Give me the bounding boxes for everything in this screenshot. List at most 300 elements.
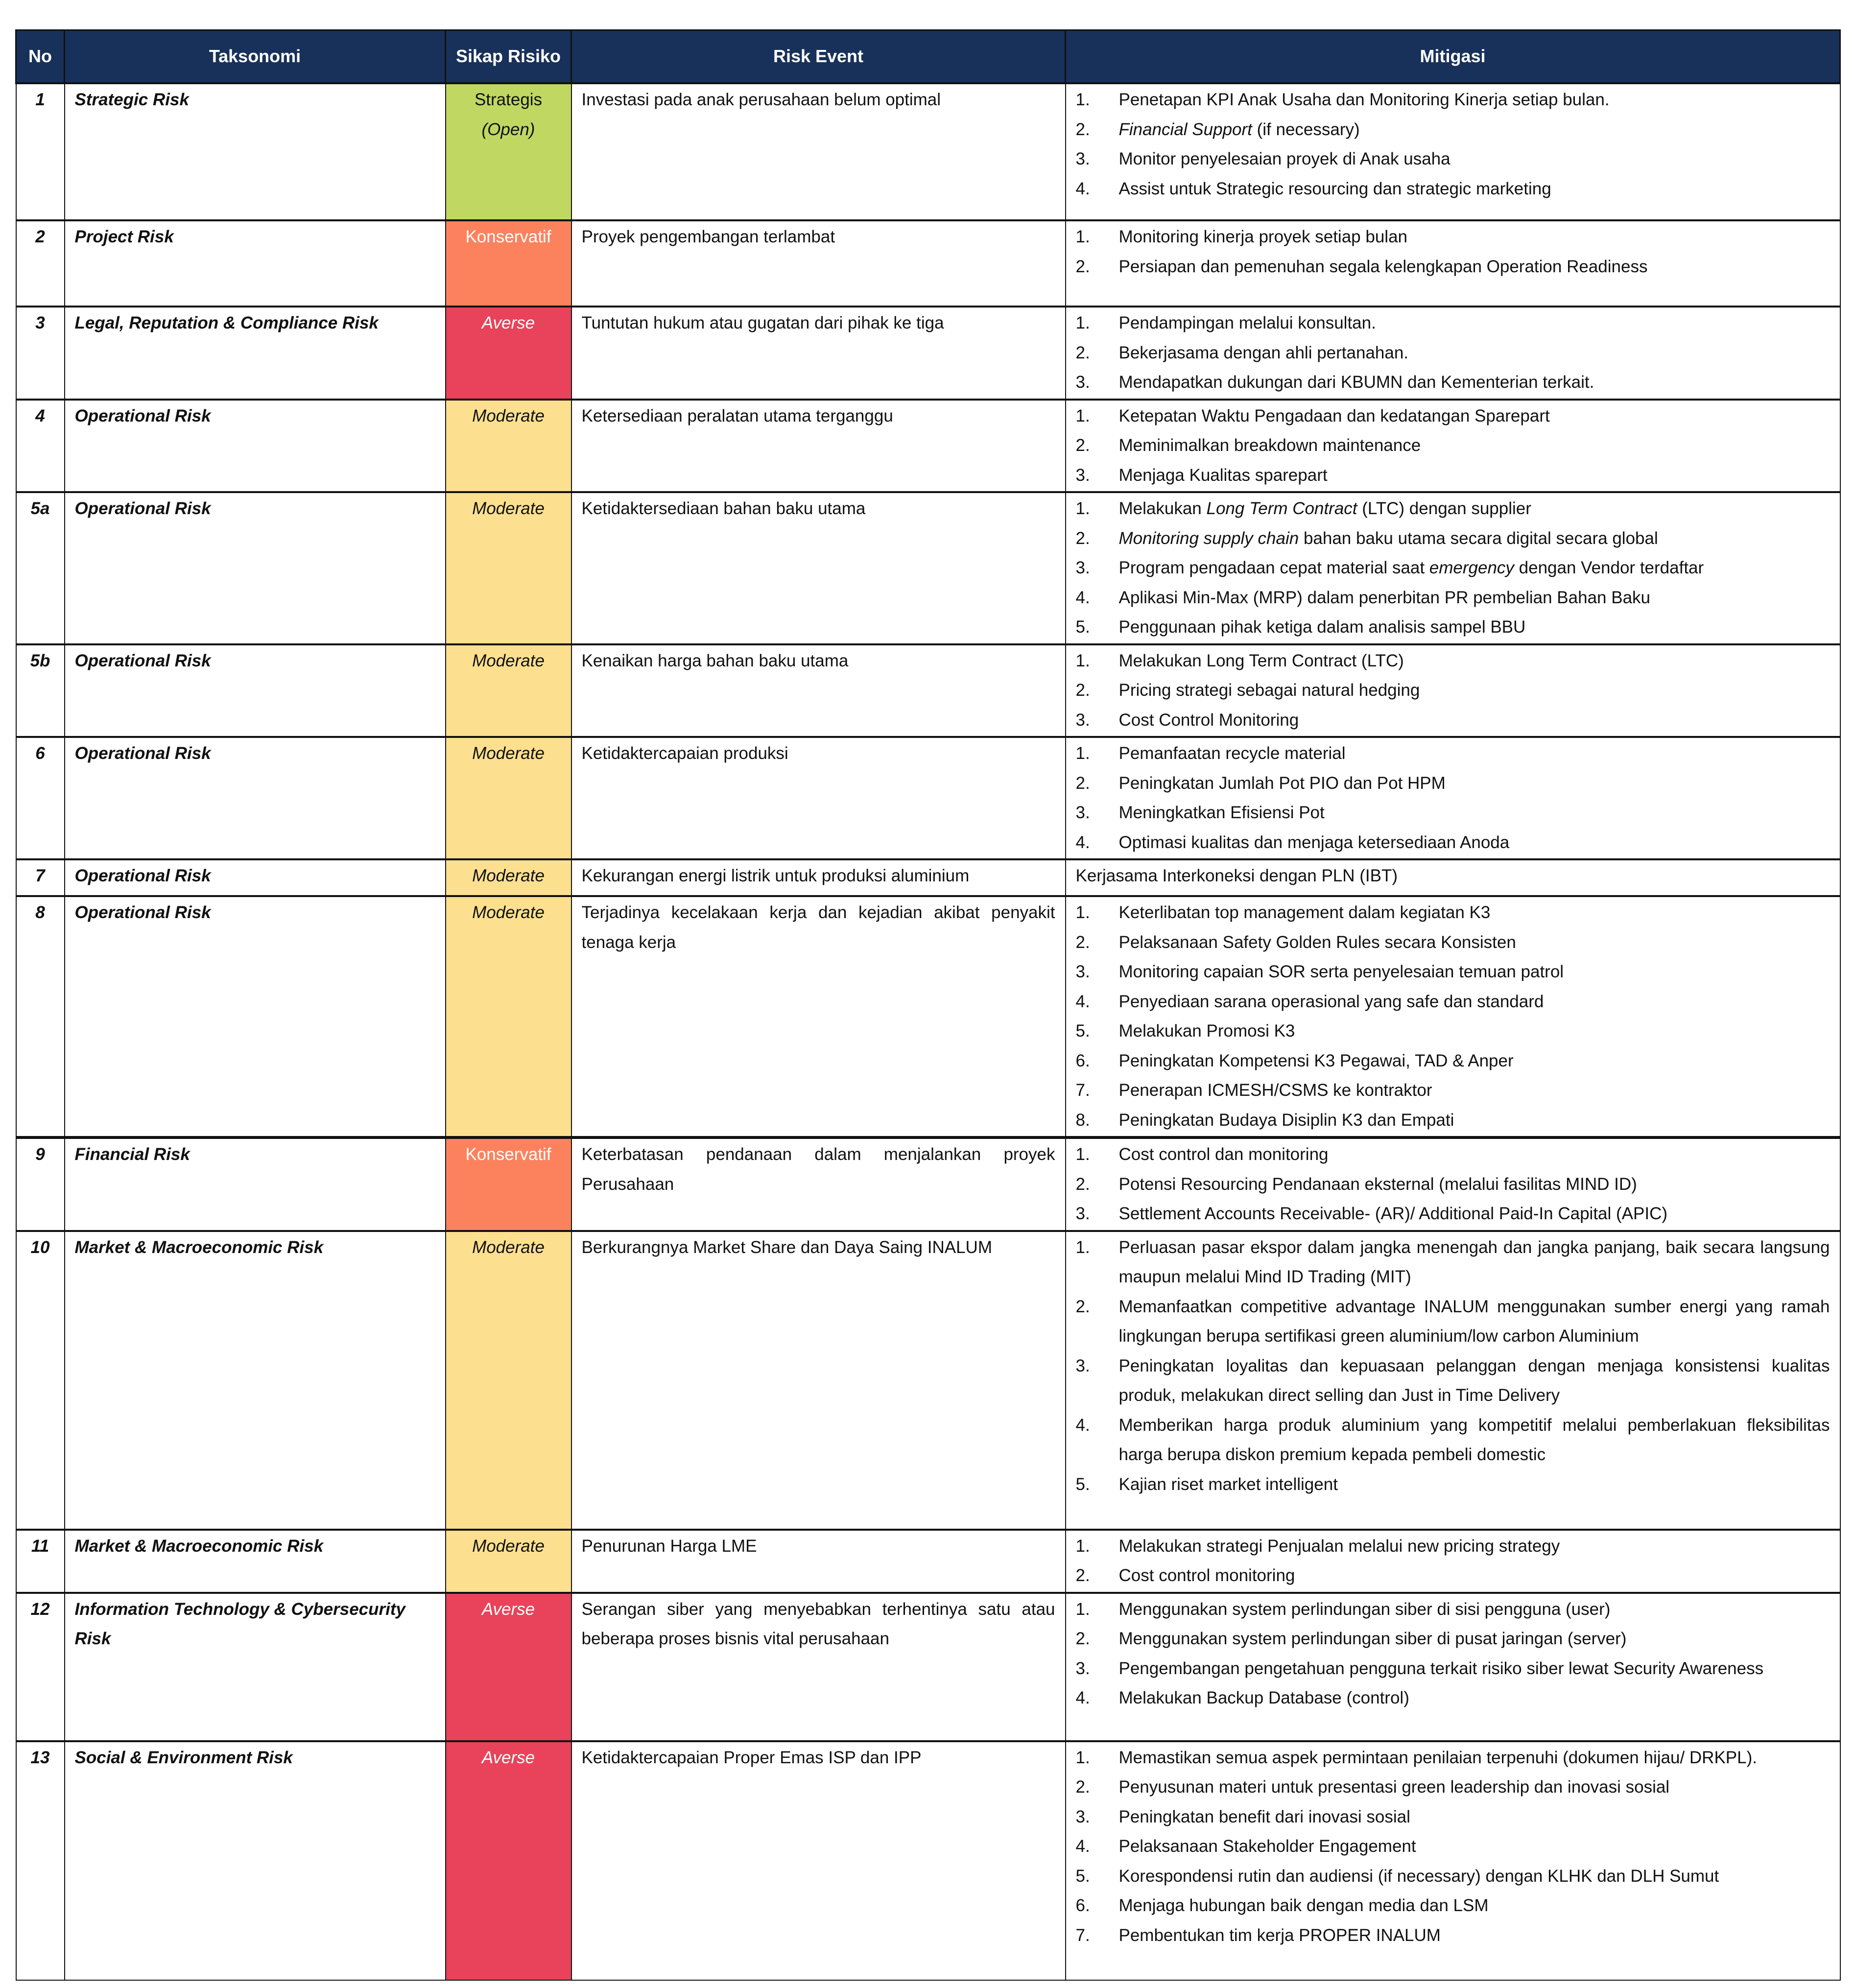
mitigation-number: 2. (1075, 436, 1090, 455)
mitigation-number: 6. (1075, 1896, 1090, 1915)
mitigation-text: Melakukan strategi Penjualan melalui new pricing strategy (1118, 1536, 1560, 1556)
mitigation-item-text (1119, 308, 1830, 338)
sikap-label: Moderate (472, 1536, 545, 1556)
mitigation-item-text (1119, 494, 1830, 524)
mitigation-number: 2. (1075, 1777, 1090, 1797)
mitigation-number: 3. (1075, 373, 1090, 392)
mitigation-number: 1. (1075, 1237, 1090, 1257)
mitigation-list (1076, 308, 1830, 398)
risk-event-cell: Ketidaktercapaian produksi (571, 737, 1066, 859)
mitigation-number: 5. (1075, 1021, 1090, 1041)
sikap-label: Moderate (472, 866, 545, 885)
mitigation-item (1076, 1351, 1830, 1411)
mitigation-item (1076, 402, 1830, 431)
mitigation-number: 3. (1075, 1658, 1090, 1678)
row-number: 6 (16, 737, 65, 859)
mitigation-item-text (1119, 431, 1830, 461)
mitigation-item-text (1119, 613, 1830, 642)
mitigation-text: Menjaga hubungan baik dengan media dan LSM (1118, 1896, 1489, 1915)
mitigation-number: 4. (1075, 832, 1090, 852)
mitigation-item (1076, 613, 1830, 642)
mitigation-item-text (1119, 1743, 1830, 1773)
sikap-risiko-cell (446, 644, 571, 737)
mitigation-item (1076, 461, 1830, 491)
mitigation-text-segment: bahan baku utama secara digital secara global (1299, 528, 1658, 548)
mitigation-item (1076, 676, 1830, 706)
taksonomi-cell: Operational Risk (65, 896, 446, 1137)
taksonomi-cell: Market & Macroeconomic Risk (65, 1530, 446, 1593)
sikap-risiko-cell (446, 1530, 571, 1593)
mitigation-text: Perluasan pasar ekspor dalam jangka menengah dan jangka panjang, baik secara langsung maupun melalui Mind ID Trading (MIT) (1118, 1237, 1830, 1286)
mitigation-item (1076, 115, 1830, 145)
sikap-risiko-cell (446, 400, 571, 493)
mitigation-text: Pendampingan melalui konsultan. (1118, 313, 1376, 332)
mitigation-item (1076, 85, 1830, 115)
mitigation-item (1076, 1862, 1830, 1892)
mitigation-item (1076, 1654, 1830, 1684)
mitigation-number: 3. (1075, 465, 1090, 485)
table-row (16, 1530, 1840, 1593)
mitigasi-cell (1066, 1530, 1840, 1593)
taksonomi-cell: Operational Risk (65, 400, 446, 493)
mitigation-text-segment: dengan Vendor terdaftar (1514, 558, 1704, 577)
mitigation-text: Memastikan semua aspek permintaan penilaian terpenuhi (dokumen hijau/ DRKPL). (1118, 1748, 1757, 1767)
mitigasi-cell (1066, 1231, 1840, 1530)
mitigation-item-text (1119, 368, 1830, 398)
mitigation-number: 3. (1075, 803, 1090, 822)
mitigation-item-text (1119, 1170, 1830, 1200)
row-number: 12 (16, 1593, 65, 1741)
mitigation-item-text (1119, 1561, 1830, 1591)
mitigation-item (1076, 1743, 1830, 1773)
mitigation-text: Pengembangan pengetahuan pengguna terkait risiko siber lewat Security Awareness (1118, 1658, 1764, 1678)
mitigation-number: 4. (1075, 1415, 1090, 1435)
mitigation-number: 1. (1075, 1145, 1090, 1164)
sikap-risiko-cell (446, 1593, 571, 1741)
table-row (16, 83, 1840, 220)
mitigation-number: 4. (1075, 588, 1090, 607)
mitigation-list (1076, 646, 1830, 735)
mitigation-text-segment: emergency (1429, 558, 1514, 577)
mitigation-item (1076, 252, 1830, 282)
sikap-risiko-cell (446, 1137, 571, 1231)
mitigation-item-text (1119, 798, 1830, 828)
mitigation-item (1076, 928, 1830, 958)
risk-event-cell: Investasi pada anak perusahaan belum optimal (571, 83, 1066, 220)
mitigasi-cell (1066, 1593, 1840, 1741)
mitigation-item-text (1119, 646, 1830, 676)
taksonomi-cell: Market & Macroeconomic Risk (65, 1231, 446, 1530)
mitigation-item-text (1119, 769, 1830, 799)
mitigation-item (1076, 1199, 1830, 1229)
risk-event-cell: Ketidaktersediaan bahan baku utama (571, 492, 1066, 644)
mitigation-item (1076, 1076, 1830, 1106)
mitigation-number: 4. (1075, 179, 1090, 198)
row-number: 1 (16, 83, 65, 220)
mitigation-text: Meminimalkan breakdown maintenance (1118, 436, 1421, 455)
mitigation-item-text (1119, 402, 1830, 431)
mitigation-number: 3. (1075, 1356, 1090, 1375)
mitigation-item-text (1119, 85, 1830, 115)
mitigation-item-text (1119, 1470, 1830, 1500)
mitigation-item-text (1119, 461, 1830, 491)
mitigation-item-text (1119, 828, 1830, 858)
sikap-label: Averse (481, 1599, 535, 1619)
mitigation-text: Penyusunan materi untuk presentasi green leadership dan inovasi sosial (1118, 1777, 1670, 1797)
mitigasi-cell (1066, 859, 1840, 896)
sikap-risiko-cell (446, 83, 571, 220)
mitigation-number: 1. (1075, 1599, 1090, 1619)
row-number: 8 (16, 896, 65, 1137)
sikap-risiko-cell (446, 492, 571, 644)
sikap-label: Moderate (472, 651, 545, 670)
mitigation-item-text (1119, 252, 1830, 282)
mitigation-text: Keterlibatan top management dalam kegiatan K3 (1118, 903, 1491, 922)
mitigation-text-segment: Melakukan (1118, 499, 1207, 518)
mitigation-item-text (1119, 957, 1830, 987)
row-number: 4 (16, 400, 65, 493)
mitigation-item-text (1119, 553, 1830, 583)
mitigation-text-segment: (LTC) dengan supplier (1357, 499, 1531, 518)
mitigation-item (1076, 368, 1830, 398)
taksonomi-cell: Project Risk (65, 220, 446, 307)
mitigation-number: 3. (1075, 1204, 1090, 1223)
mitigasi-cell (1066, 492, 1840, 644)
mitigation-number: 1. (1075, 1536, 1090, 1556)
risk-event-cell: Kekurangan energi listrik untuk produksi aluminium (571, 859, 1066, 896)
mitigation-item (1076, 1561, 1830, 1591)
mitigation-item (1076, 1802, 1830, 1832)
mitigation-item (1076, 308, 1830, 338)
mitigation-number: 3. (1075, 1807, 1090, 1826)
risk-event-cell: Ketersediaan peralatan utama terganggu (571, 400, 1066, 493)
mitigation-item (1076, 798, 1830, 828)
mitigation-text-segment: Program pengadaan cepat material saat (1118, 558, 1429, 577)
table-row (16, 492, 1840, 644)
mitigation-text: Melakukan Backup Database (control) (1118, 1688, 1409, 1707)
mitigation-item (1076, 1624, 1830, 1654)
risk-event-cell: Kenaikan harga bahan baku utama (571, 644, 1066, 737)
taksonomi-cell: Information Technology & Cybersecurity Risk (65, 1593, 446, 1741)
taksonomi-cell: Operational Risk (65, 859, 446, 896)
mitigation-number: 2. (1075, 119, 1090, 139)
sikap-risiko-cell (446, 1231, 571, 1530)
table-row (16, 737, 1840, 859)
risk-event-cell: Serangan siber yang menyebabkan terhentinya satu atau beberapa proses bisnis vital perusahaan (571, 1593, 1066, 1741)
mitigation-text: Kerjasama Interkoneksi dengan PLN (IBT) (1075, 866, 1398, 885)
mitigation-item-text (1119, 1595, 1830, 1625)
mitigation-number: 7. (1075, 1081, 1090, 1100)
mitigation-number: 1. (1075, 90, 1090, 109)
mitigation-item (1076, 1411, 1830, 1470)
mitigation-number: 2. (1075, 528, 1090, 548)
sikap-label: Moderate (472, 903, 545, 922)
risk-event-cell: Penurunan Harga LME (571, 1530, 1066, 1593)
mitigation-text: Aplikasi Min-Max (MRP) dalam penerbitan PR pembelian Bahan Baku (1118, 588, 1650, 607)
mitigation-item (1076, 222, 1830, 252)
sikap-sublabel: (Open) (481, 119, 535, 139)
taksonomi-cell: Operational Risk (65, 644, 446, 737)
mitigation-number: 3. (1075, 149, 1090, 168)
mitigasi-cell (1066, 1741, 1840, 1980)
mitigation-number: 3. (1075, 558, 1090, 577)
sikap-risiko-cell (446, 859, 571, 896)
mitigation-number: 2. (1075, 1629, 1090, 1648)
sikap-label: Konservatif (465, 227, 551, 246)
mitigation-item-text (1119, 1411, 1830, 1470)
mitigation-item (1076, 144, 1830, 174)
mitigation-number: 4. (1075, 1837, 1090, 1856)
mitigation-number: 2. (1075, 932, 1090, 952)
mitigation-item (1076, 338, 1830, 368)
row-number: 9 (16, 1137, 65, 1231)
mitigation-text: Meningkatkan Efisiensi Pot (1118, 803, 1325, 822)
mitigation-list (1076, 739, 1830, 857)
mitigation-list (1076, 1595, 1830, 1713)
mitigation-item-text (1119, 1199, 1830, 1229)
mitigation-item (1076, 828, 1830, 858)
taksonomi-cell: Operational Risk (65, 492, 446, 644)
mitigation-number: 4. (1075, 1688, 1090, 1707)
mitigation-text: Menggunakan system perlindungan siber di pusat jaringan (server) (1118, 1629, 1627, 1648)
mitigation-item (1076, 1292, 1830, 1351)
mitigation-item (1076, 987, 1830, 1017)
mitigation-text: Settlement Accounts Receivable- (AR)/ Additional Paid-In Capital (APIC) (1118, 1204, 1668, 1223)
taksonomi-cell: Operational Risk (65, 737, 446, 859)
mitigation-list (1076, 402, 1830, 491)
risk-mitigation-table (15, 29, 1841, 1981)
mitigation-text: Assist untuk Strategic resourcing dan strategic marketing (1118, 179, 1551, 198)
mitigation-item (1076, 1532, 1830, 1562)
mitigation-item-text (1119, 898, 1830, 928)
mitigation-number: 5. (1075, 1474, 1090, 1494)
mitigation-list (1076, 222, 1830, 282)
mitigation-item-text (1119, 1832, 1830, 1862)
mitigation-number: 2. (1075, 1297, 1090, 1316)
row-number: 13 (16, 1741, 65, 1980)
mitigation-item (1076, 1832, 1830, 1862)
mitigation-item-text (1119, 174, 1830, 204)
mitigation-text: Peningkatan loyalitas dan kepuasaan pelanggan dengan menjaga konsistensi kualitas produk, melakukan direct selling dan Just in Time Delivery (1118, 1356, 1830, 1405)
table-row (16, 1137, 1840, 1231)
mitigation-item (1076, 1233, 1830, 1292)
table-row (16, 1741, 1840, 1980)
mitigation-text: Pricing strategi sebagai natural hedging (1118, 681, 1420, 700)
mitigation-item-text (1119, 583, 1830, 613)
mitigation-list (1076, 494, 1830, 642)
mitigation-text-segment: Financial Support (1118, 119, 1252, 139)
mitigation-text: Monitor penyelesaian proyek di Anak usaha (1118, 149, 1451, 168)
mitigation-item-text (1119, 1292, 1830, 1351)
mitigation-item (1076, 583, 1830, 613)
mitigation-item-text (1119, 338, 1830, 368)
mitigation-item (1076, 1140, 1830, 1170)
mitigation-text: Potensi Resourcing Pendanaan eksternal (melalui fasilitas MIND ID) (1118, 1174, 1637, 1194)
mitigation-text-segment: Long Term Contract (1206, 499, 1357, 518)
sikap-risiko-cell (446, 1741, 571, 1980)
sikap-label: Moderate (472, 499, 545, 518)
mitigation-text: Menjaga Kualitas sparepart (1118, 465, 1328, 485)
mitigation-item (1076, 1170, 1830, 1200)
taksonomi-cell: Legal, Reputation & Compliance Risk (65, 307, 446, 400)
mitigation-number: 2. (1075, 681, 1090, 700)
mitigation-item (1076, 553, 1830, 583)
mitigation-text: Monitoring kinerja proyek setiap bulan (1118, 227, 1407, 246)
mitigation-item (1076, 1595, 1830, 1625)
mitigation-text: Pelaksanaan Safety Golden Rules secara Konsisten (1118, 932, 1516, 952)
mitigation-number: 4. (1075, 992, 1090, 1011)
mitigation-item (1076, 1470, 1830, 1500)
mitigation-text: Penerapan ICMESH/CSMS ke kontraktor (1118, 1081, 1432, 1100)
mitigation-text: Peningkatan Jumlah Pot PIO dan Pot HPM (1118, 773, 1446, 793)
mitigation-list (1076, 1743, 1830, 1951)
mitigation-text: Optimasi kualitas dan menjaga ketersediaan Anoda (1118, 832, 1510, 852)
mitigation-text: Monitoring capaian SOR serta penyelesaian temuan patrol (1118, 962, 1564, 981)
mitigation-item-text (1119, 1017, 1830, 1046)
sikap-risiko-cell (446, 307, 571, 400)
mitigation-number: 2. (1075, 773, 1090, 793)
mitigation-item-text (1119, 1140, 1830, 1170)
mitigation-text: Penetapan KPI Anak Usaha dan Monitoring Kinerja setiap bulan. (1118, 90, 1610, 109)
mitigation-item-text (1119, 1106, 1830, 1136)
mitigation-number: 8. (1075, 1110, 1090, 1130)
mitigation-number: 1. (1075, 1748, 1090, 1767)
mitigation-item (1076, 1106, 1830, 1136)
mitigation-list (1076, 898, 1830, 1135)
mitigation-number: 5. (1075, 1866, 1090, 1886)
mitigation-item-text (1119, 1921, 1830, 1951)
taksonomi-cell: Social & Environment Risk (65, 1741, 446, 1980)
mitigation-item (1076, 174, 1830, 204)
mitigasi-cell (1066, 400, 1840, 493)
mitigation-text: Pemanfaatan recycle material (1118, 744, 1346, 763)
sikap-risiko-cell (446, 220, 571, 307)
mitigation-item-text (1119, 1773, 1830, 1802)
row-number: 7 (16, 859, 65, 896)
sikap-label: Averse (481, 1748, 535, 1767)
mitigation-item-text (1119, 144, 1830, 174)
mitigation-number: 1. (1075, 744, 1090, 763)
header-sikap-risiko: Sikap Risiko (446, 30, 571, 84)
mitigation-item-text (1119, 739, 1830, 769)
mitigation-item (1076, 1017, 1830, 1046)
mitigation-text: Memberikan harga produk aluminium yang kompetitif melalui pemberlakuan fleksibilitas harga berupa diskon premium kepada pembeli domestic (1118, 1415, 1830, 1464)
mitigation-text: Mendapatkan dukungan dari KBUMN dan Kementerian terkait. (1118, 373, 1594, 392)
mitigation-item-text (1119, 115, 1830, 145)
header-risk-event: Risk Event (571, 30, 1066, 84)
mitigation-item-text (1119, 222, 1830, 252)
mitigation-number: 1. (1075, 651, 1090, 670)
header-mitigasi: Mitigasi (1066, 30, 1840, 84)
risk-event-cell: Terjadinya kecelakaan kerja dan kejadian akibat penyakit tenaga kerja (571, 896, 1066, 1137)
sikap-label: Strategis (474, 90, 543, 109)
mitigation-item-text (1119, 1046, 1830, 1076)
mitigation-text: Peningkatan Kompetensi K3 Pegawai, TAD & Anper (1118, 1051, 1514, 1070)
mitigation-item-text (1119, 1891, 1830, 1921)
mitigation-list (1076, 1140, 1830, 1229)
mitigasi-cell (1066, 644, 1840, 737)
mitigation-item-text (1119, 1532, 1830, 1562)
mitigation-text: Peningkatan Budaya Disiplin K3 dan Empati (1118, 1110, 1454, 1130)
mitigation-item (1076, 524, 1830, 554)
row-number: 10 (16, 1231, 65, 1530)
mitigation-text: Korespondensi rutin dan audiensi (if necessary) dengan KLHK dan DLH Sumut (1118, 1866, 1719, 1886)
row-number: 2 (16, 220, 65, 307)
mitigasi-cell (1066, 220, 1840, 307)
mitigation-text: Cost Control Monitoring (1118, 710, 1299, 730)
mitigation-text: Melakukan Promosi K3 (1118, 1021, 1295, 1041)
risk-event-cell: Tuntutan hukum atau gugatan dari pihak ke tiga (571, 307, 1066, 400)
sikap-label: Moderate (472, 406, 545, 426)
table-row (16, 1231, 1840, 1530)
mitigation-item-text (1119, 1624, 1830, 1654)
mitigation-text: Pelaksanaan Stakeholder Engagement (1118, 1837, 1416, 1856)
mitigation-list (1076, 1532, 1830, 1591)
table-row (16, 1593, 1840, 1741)
mitigation-item-text (1119, 1862, 1830, 1892)
risk-event-cell: Proyek pengembangan terlambat (571, 220, 1066, 307)
mitigation-text: Menggunakan system perlindungan siber di sisi pengguna (user) (1118, 1599, 1611, 1619)
mitigation-item (1076, 1773, 1830, 1802)
table-row (16, 644, 1840, 737)
sikap-risiko-cell (446, 737, 571, 859)
mitigation-item (1076, 1683, 1830, 1713)
mitigasi-cell (1066, 737, 1840, 859)
table-row (16, 220, 1840, 307)
mitigation-item (1076, 1921, 1830, 1951)
sikap-label: Moderate (472, 744, 545, 763)
mitigation-item (1076, 646, 1830, 676)
mitigation-item-text (1119, 1076, 1830, 1106)
mitigation-text: Pembentukan tim kerja PROPER INALUM (1118, 1925, 1441, 1945)
mitigation-item (1076, 706, 1830, 735)
risk-event-cell: Keterbatasan pendanaan dalam menjalankan proyek Perusahaan (571, 1137, 1066, 1231)
header-taksonomi: Taksonomi (65, 30, 446, 84)
row-number: 11 (16, 1530, 65, 1593)
mitigasi-cell (1066, 83, 1840, 220)
row-number: 5a (16, 492, 65, 644)
table-row (16, 400, 1840, 493)
mitigation-item-text (1119, 1351, 1830, 1411)
mitigation-number: 2. (1075, 1566, 1090, 1585)
mitigation-item-text (1119, 987, 1830, 1017)
header-no: No (16, 30, 65, 84)
mitigation-item-text (1119, 524, 1830, 554)
mitigasi-cell (1066, 896, 1840, 1137)
mitigation-text: Bekerjasama dengan ahli pertanahan. (1118, 343, 1409, 362)
mitigation-number: 3. (1075, 710, 1090, 730)
mitigation-number: 1. (1075, 227, 1090, 246)
mitigation-item-text (1119, 706, 1830, 735)
mitigation-text: Cost control dan monitoring (1118, 1145, 1329, 1164)
mitigation-item (1076, 1046, 1830, 1076)
risk-event-cell: Berkurangnya Market Share dan Daya Saing INALUM (571, 1231, 1066, 1530)
mitigation-number: 1. (1075, 406, 1090, 426)
mitigation-number: 6. (1075, 1051, 1090, 1070)
mitigation-text: Memanfaatkan competitive advantage INALUM menggunakan sumber energi yang ramah lingkungan berupa sertifikasi green aluminium/low carbon Aluminium (1118, 1297, 1830, 1346)
header-row (16, 30, 1840, 84)
mitigation-item-text (1119, 1683, 1830, 1713)
mitigation-text: Penyediaan sarana operasional yang safe dan standard (1118, 992, 1544, 1011)
mitigation-text: Penggunaan pihak ketiga dalam analisis sampel BBU (1118, 617, 1526, 637)
table-row (16, 307, 1840, 400)
mitigation-number: 1. (1075, 903, 1090, 922)
mitigation-item-text (1119, 1802, 1830, 1832)
mitigation-text: Peningkatan benefit dari inovasi sosial (1118, 1807, 1410, 1826)
mitigation-list (1076, 85, 1830, 204)
mitigation-item (1076, 957, 1830, 987)
mitigation-item (1076, 1891, 1830, 1921)
